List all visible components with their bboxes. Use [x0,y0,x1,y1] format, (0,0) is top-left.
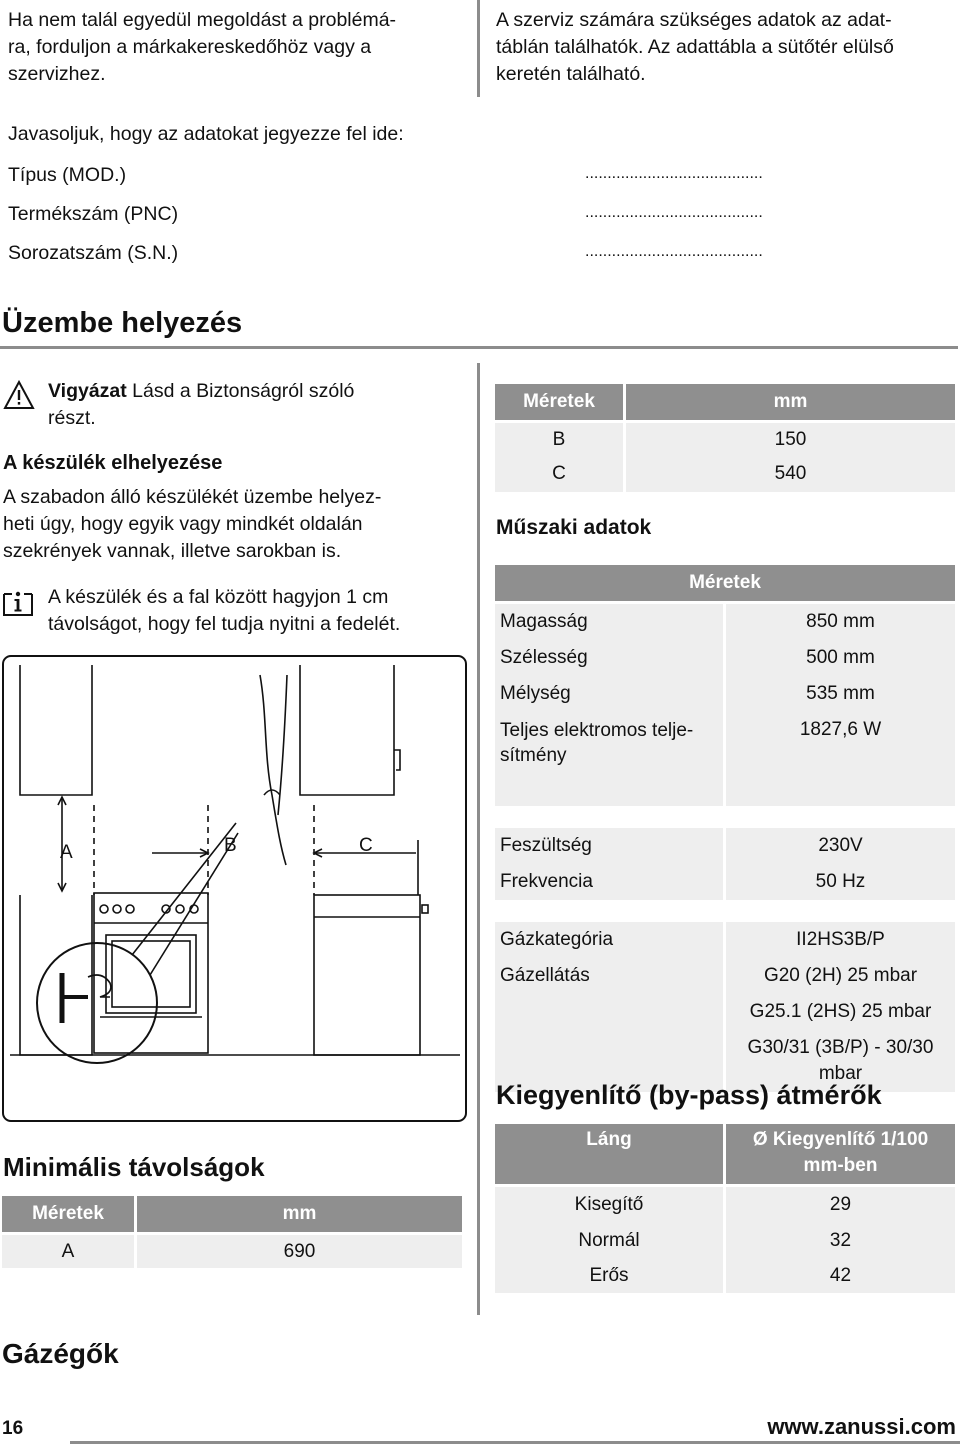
table-header [726,1124,955,1184]
footer-rule [70,1441,960,1444]
tech-value: G30/31 (3B/P) - 30/30 [747,1037,934,1058]
tech-label: Mélység [500,683,571,704]
section-rule [0,346,958,349]
tech-value: G25.1 (2HS) 25 mbar [749,1001,932,1022]
bypass-values [726,1187,955,1293]
header-line: mm-ben [803,1155,878,1176]
tech-value: 535 mm [806,683,875,704]
table-cell: 150 [626,420,955,456]
service-note-right [496,7,960,88]
column-divider [477,363,480,1315]
warning-line: részt. [48,407,96,429]
burners-title: Gázégők [2,1338,119,1369]
min-distances-title: Minimális távolságok [3,1152,265,1182]
text-line: A szabadon álló készülékét üzembe helyez- [3,486,382,508]
text-line: A készülék és a fal között hagyjon 1 cm [48,586,389,608]
tech-table [495,565,955,1092]
dimensions-table [495,384,955,492]
table-cell: 690 [137,1232,462,1268]
text-line: ra, forduljon a márkakereskedőhöz vagy a [8,36,372,58]
tech-title: Műszaki adatok [496,516,652,539]
table-cell: 540 [626,456,955,492]
tech-value: 1827,6 W [799,719,882,740]
tech-value: 230V [818,835,863,856]
min-distances-table [2,1196,462,1268]
table-cell: Kisegítő [574,1194,644,1215]
table-cell: A [2,1232,137,1268]
table-cell: B [495,420,626,456]
text-line: táblán találhatók. Az adattábla a sütőtér elülső [496,36,894,58]
service-note-left [8,7,468,88]
record-label-sn: Sorozatszám (S.N.) [8,242,179,264]
tech-value: 500 mm [806,647,875,668]
tech-value: 850 mm [806,611,875,632]
column-divider [477,0,480,97]
page-number: 16 [2,1418,24,1439]
tech-label: Teljes elektromos telje- [500,720,694,741]
info-icon [3,588,33,616]
table-cell: 32 [829,1230,852,1251]
placement-text [3,484,473,565]
warning-label: Vigyázat [48,380,127,402]
record-blank-sn: ........................................ [585,243,763,260]
table-header: Méretek [495,384,626,420]
tech-labels [495,922,723,1092]
table-cell: 42 [829,1265,852,1286]
record-blank-pnc: ........................................ [585,204,763,221]
tech-labels [495,604,723,806]
table-cell: C [495,456,626,492]
table-cell: Erős [589,1265,629,1286]
table-header: Méretek [2,1196,137,1232]
tech-label: sítmény [500,745,567,766]
tech-values [726,922,955,1092]
tech-label: Magasság [500,611,588,632]
tech-values [726,828,955,900]
table-header: mm [626,384,955,420]
tech-header: Méretek [495,565,955,601]
record-blank-type: ........................................ [585,165,763,182]
table-header: mm [137,1196,462,1232]
tech-value: 50 Hz [815,871,866,892]
text-line: szekrények vannak, illetve sarokban is. [3,540,342,562]
dim-label-b: B [224,835,237,856]
placement-title: A készülék elhelyezése [3,452,223,474]
tech-values [726,604,955,806]
bypass-table [495,1124,955,1293]
bypass-title: Kiegyenlítő (by-pass) átmérők [496,1080,882,1110]
table-cell: Normál [578,1230,640,1251]
tech-labels [495,828,723,900]
table-cell: 29 [829,1194,852,1215]
warning-icon [3,380,35,410]
warning-line: Lásd a Biztonságról szóló [126,380,355,402]
text-line: szervizhez. [8,63,106,85]
warning-text [48,378,468,432]
tech-label: Frekvencia [500,871,593,892]
section-title: Üzembe helyezés [2,307,243,339]
record-label-pnc: Termékszám (PNC) [8,203,179,225]
record-label-type: Típus (MOD.) [8,164,127,186]
header-line: Ø Kiegyenlítő 1/100 [752,1129,929,1150]
info-text [48,584,478,638]
record-intro: Javasoljuk, hogy az adatokat jegyezze fel ide: [8,123,404,145]
text-line: keretén található. [496,63,646,85]
bypass-flames [495,1187,723,1293]
table-header: Láng [495,1124,723,1184]
footer-url[interactable]: www.zanussi.com [767,1414,956,1439]
tech-value: G20 (2H) 25 mbar [763,965,918,986]
tech-value: II2HS3B/P [796,929,885,950]
dim-label-c: C [359,835,373,856]
installation-diagram [2,655,468,1123]
text-line: heti úgy, hogy egyik vagy mindkét oldalán [3,513,363,535]
tech-label: Feszültség [500,835,592,856]
text-line: A szerviz számára szükséges adatok az adat- [496,9,892,31]
tech-label: Gázellátás [500,965,590,986]
tech-value: mbar [818,1063,863,1084]
text-line: távolságot, hogy fel tudja nyitni a fedelét. [48,613,401,635]
text-line: Ha nem talál egyedül megoldást a problémá- [8,9,397,31]
tech-label: Szélesség [500,647,588,668]
dim-label-a: A [60,842,73,863]
tech-label: Gázkategória [500,929,614,950]
